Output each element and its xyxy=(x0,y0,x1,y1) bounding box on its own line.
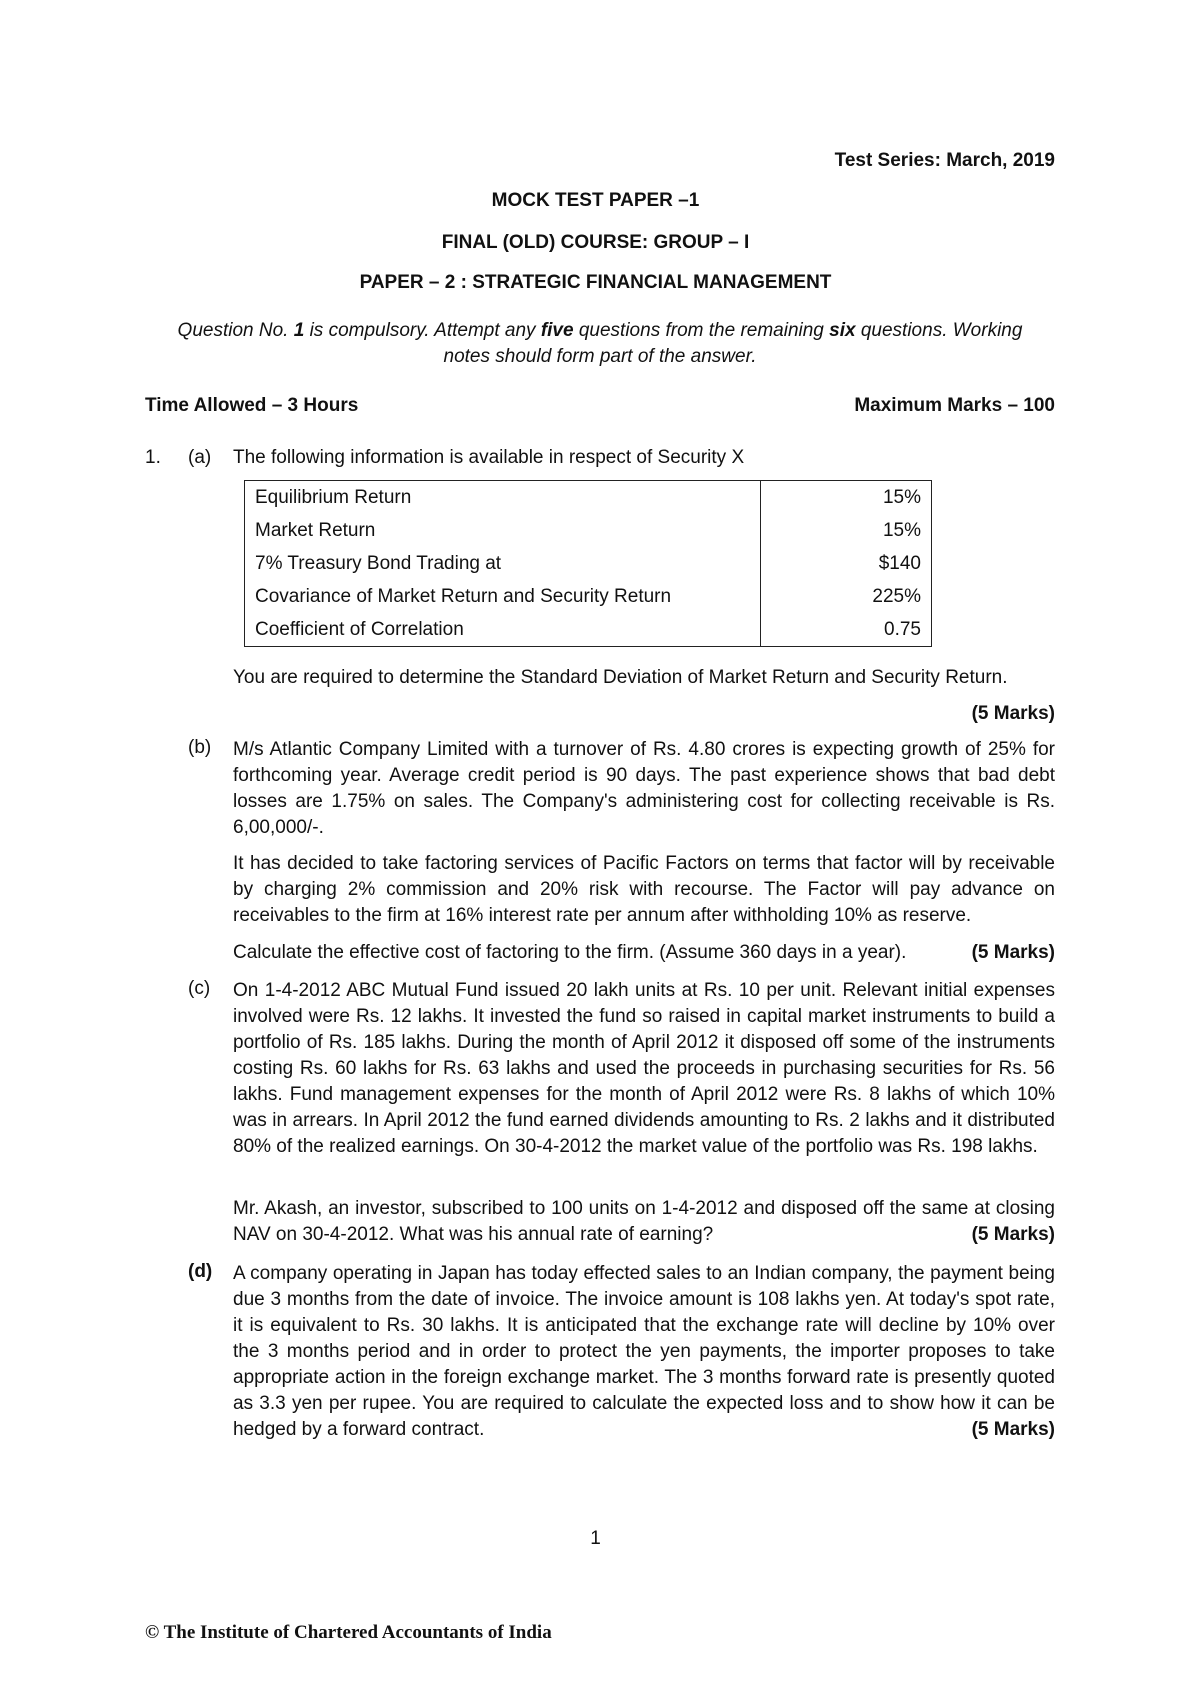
table-row xyxy=(245,613,932,647)
table-row-label: Coefficient of Correlation xyxy=(255,618,464,640)
part-c-paragraph-1: On 1-4-2012 ABC Mutual Fund issued 20 lakh units at Rs. 10 per unit. Relevant initial expenses involved were Rs. 12 lakhs. It invested the fund so raised in capital market instruments to build a portfolio of Rs. 185 lakhs. During the month of April 2012 it disposed off some of the instruments costing Rs. 60 lakhs for Rs. 63 lakhs and used the proceeds in purchasing securities for Rs. 56 lakhs. Fund management expenses for the month of April 2012 were Rs. 8 lakhs of which 10% was in arrears. In April 2012 the fund earned dividends amounting to Rs. 2 lakhs and it distributed 80% of the realized earnings. On 30-4-2012 the market value of the portfolio was Rs. 198 lakhs. xyxy=(233,980,1055,1157)
part-a-label: (a) xyxy=(188,447,212,468)
maximum-marks: Maximum Marks – 100 xyxy=(854,395,1055,416)
part-a-intro: The following information is available in respect of Security X xyxy=(233,447,745,468)
instructions: Question No. 1 is compulsory. Attempt any five questions from the remaining six questions. Working notes should form part of the answer. xyxy=(177,320,1023,367)
time-allowed: Time Allowed – 3 Hours xyxy=(145,395,359,416)
table-row-value: $140 xyxy=(761,547,932,580)
test-series-heading: Test Series: March, 2019 xyxy=(834,150,1055,171)
part-b-marks: (5 Marks) xyxy=(971,942,1055,963)
part-b-calculation: (5 Marks) Calculate the effective cost of factoring to the firm. (Assume 360 days in a year). xyxy=(233,942,1055,963)
part-b-label: (b) xyxy=(188,737,212,758)
part-d-marks: (5 Marks) xyxy=(971,1419,1055,1440)
question-number: 1. xyxy=(145,447,161,468)
page-number: 1 xyxy=(590,1528,601,1549)
part-a-requirement: You are required to determine the Standard Deviation of Market Return and Security Return. xyxy=(233,667,1008,688)
table-row-label: Market Return xyxy=(255,519,376,541)
table-row xyxy=(245,481,932,515)
table-row-label: 7% Treasury Bond Trading at xyxy=(255,552,502,574)
table-row xyxy=(245,580,932,613)
part-d-label: (d) xyxy=(188,1261,213,1282)
table-row-value: 0.75 xyxy=(761,613,932,647)
table-row-value: 15% xyxy=(761,514,932,547)
part-c-paragraph-2: Mr. Akash, an investor, subscribed to 100 units on 1-4-2012 and disposed off the same at closing NAV on 30-4-2012. What was his annual rate of earning? (5 Marks) xyxy=(233,1196,1055,1248)
part-a-marks: (5 Marks) xyxy=(971,703,1055,724)
table-row-value: 225% xyxy=(761,580,932,613)
table-row xyxy=(245,547,932,580)
part-c-label: (c) xyxy=(188,978,211,999)
security-info-body xyxy=(245,481,932,647)
paper-title: MOCK TEST PAPER –1 xyxy=(491,190,700,211)
security-info-table xyxy=(244,480,932,647)
table-row xyxy=(245,514,932,547)
course-title: FINAL (OLD) COURSE: GROUP – I xyxy=(441,232,750,253)
part-c-marks: (5 Marks) xyxy=(971,1224,1055,1245)
part-d-paragraph: A company operating in Japan has today effected sales to an Indian company, the payment being due 3 months from the date of invoice. The invoice amount is 108 lakhs yen. At today's spot rate, it is equivalent to Rs. 30 lakhs. It is anticipated that the exchange rate will decline by 10% over the 3 months period and in order to protect the yen payments, the importer proposes to take appropriate action in the foreign exchange market. The 3 months forward rate is presently quoted as 3.3 yen per rupee. You are required to calculate the expected loss and to show how it can be hedged by a forward contract. (5 Marks) xyxy=(233,1261,1055,1443)
table-row-label: Equilibrium Return xyxy=(255,486,412,508)
part-b-paragraph-2: It has decided to take factoring services of Pacific Factors on terms that factor will by receivable by charging 2% commission and 20% risk with recourse. The Factor will pay advance on receivables to the firm at 16% interest rate per annum after withholding 10% as reserve. xyxy=(233,853,1055,926)
paper-subject-title: PAPER – 2 : STRATEGIC FINANCIAL MANAGEMENT xyxy=(359,272,832,293)
copyright-footer: © The Institute of Chartered Accountants of India xyxy=(145,1622,552,1643)
table-row-label: Covariance of Market Return and Security Return xyxy=(255,585,672,607)
part-b-paragraph-1: M/s Atlantic Company Limited with a turnover of Rs. 4.80 crores is expecting growth of 25% for forthcoming year. Average credit period is 90 days. The past experience shows that bad debt losses are 1.75% on sales. The Company's administering cost for collecting receivable is Rs. 6,00,000/-. xyxy=(233,739,1055,838)
table-row-value: 15% xyxy=(761,481,932,515)
